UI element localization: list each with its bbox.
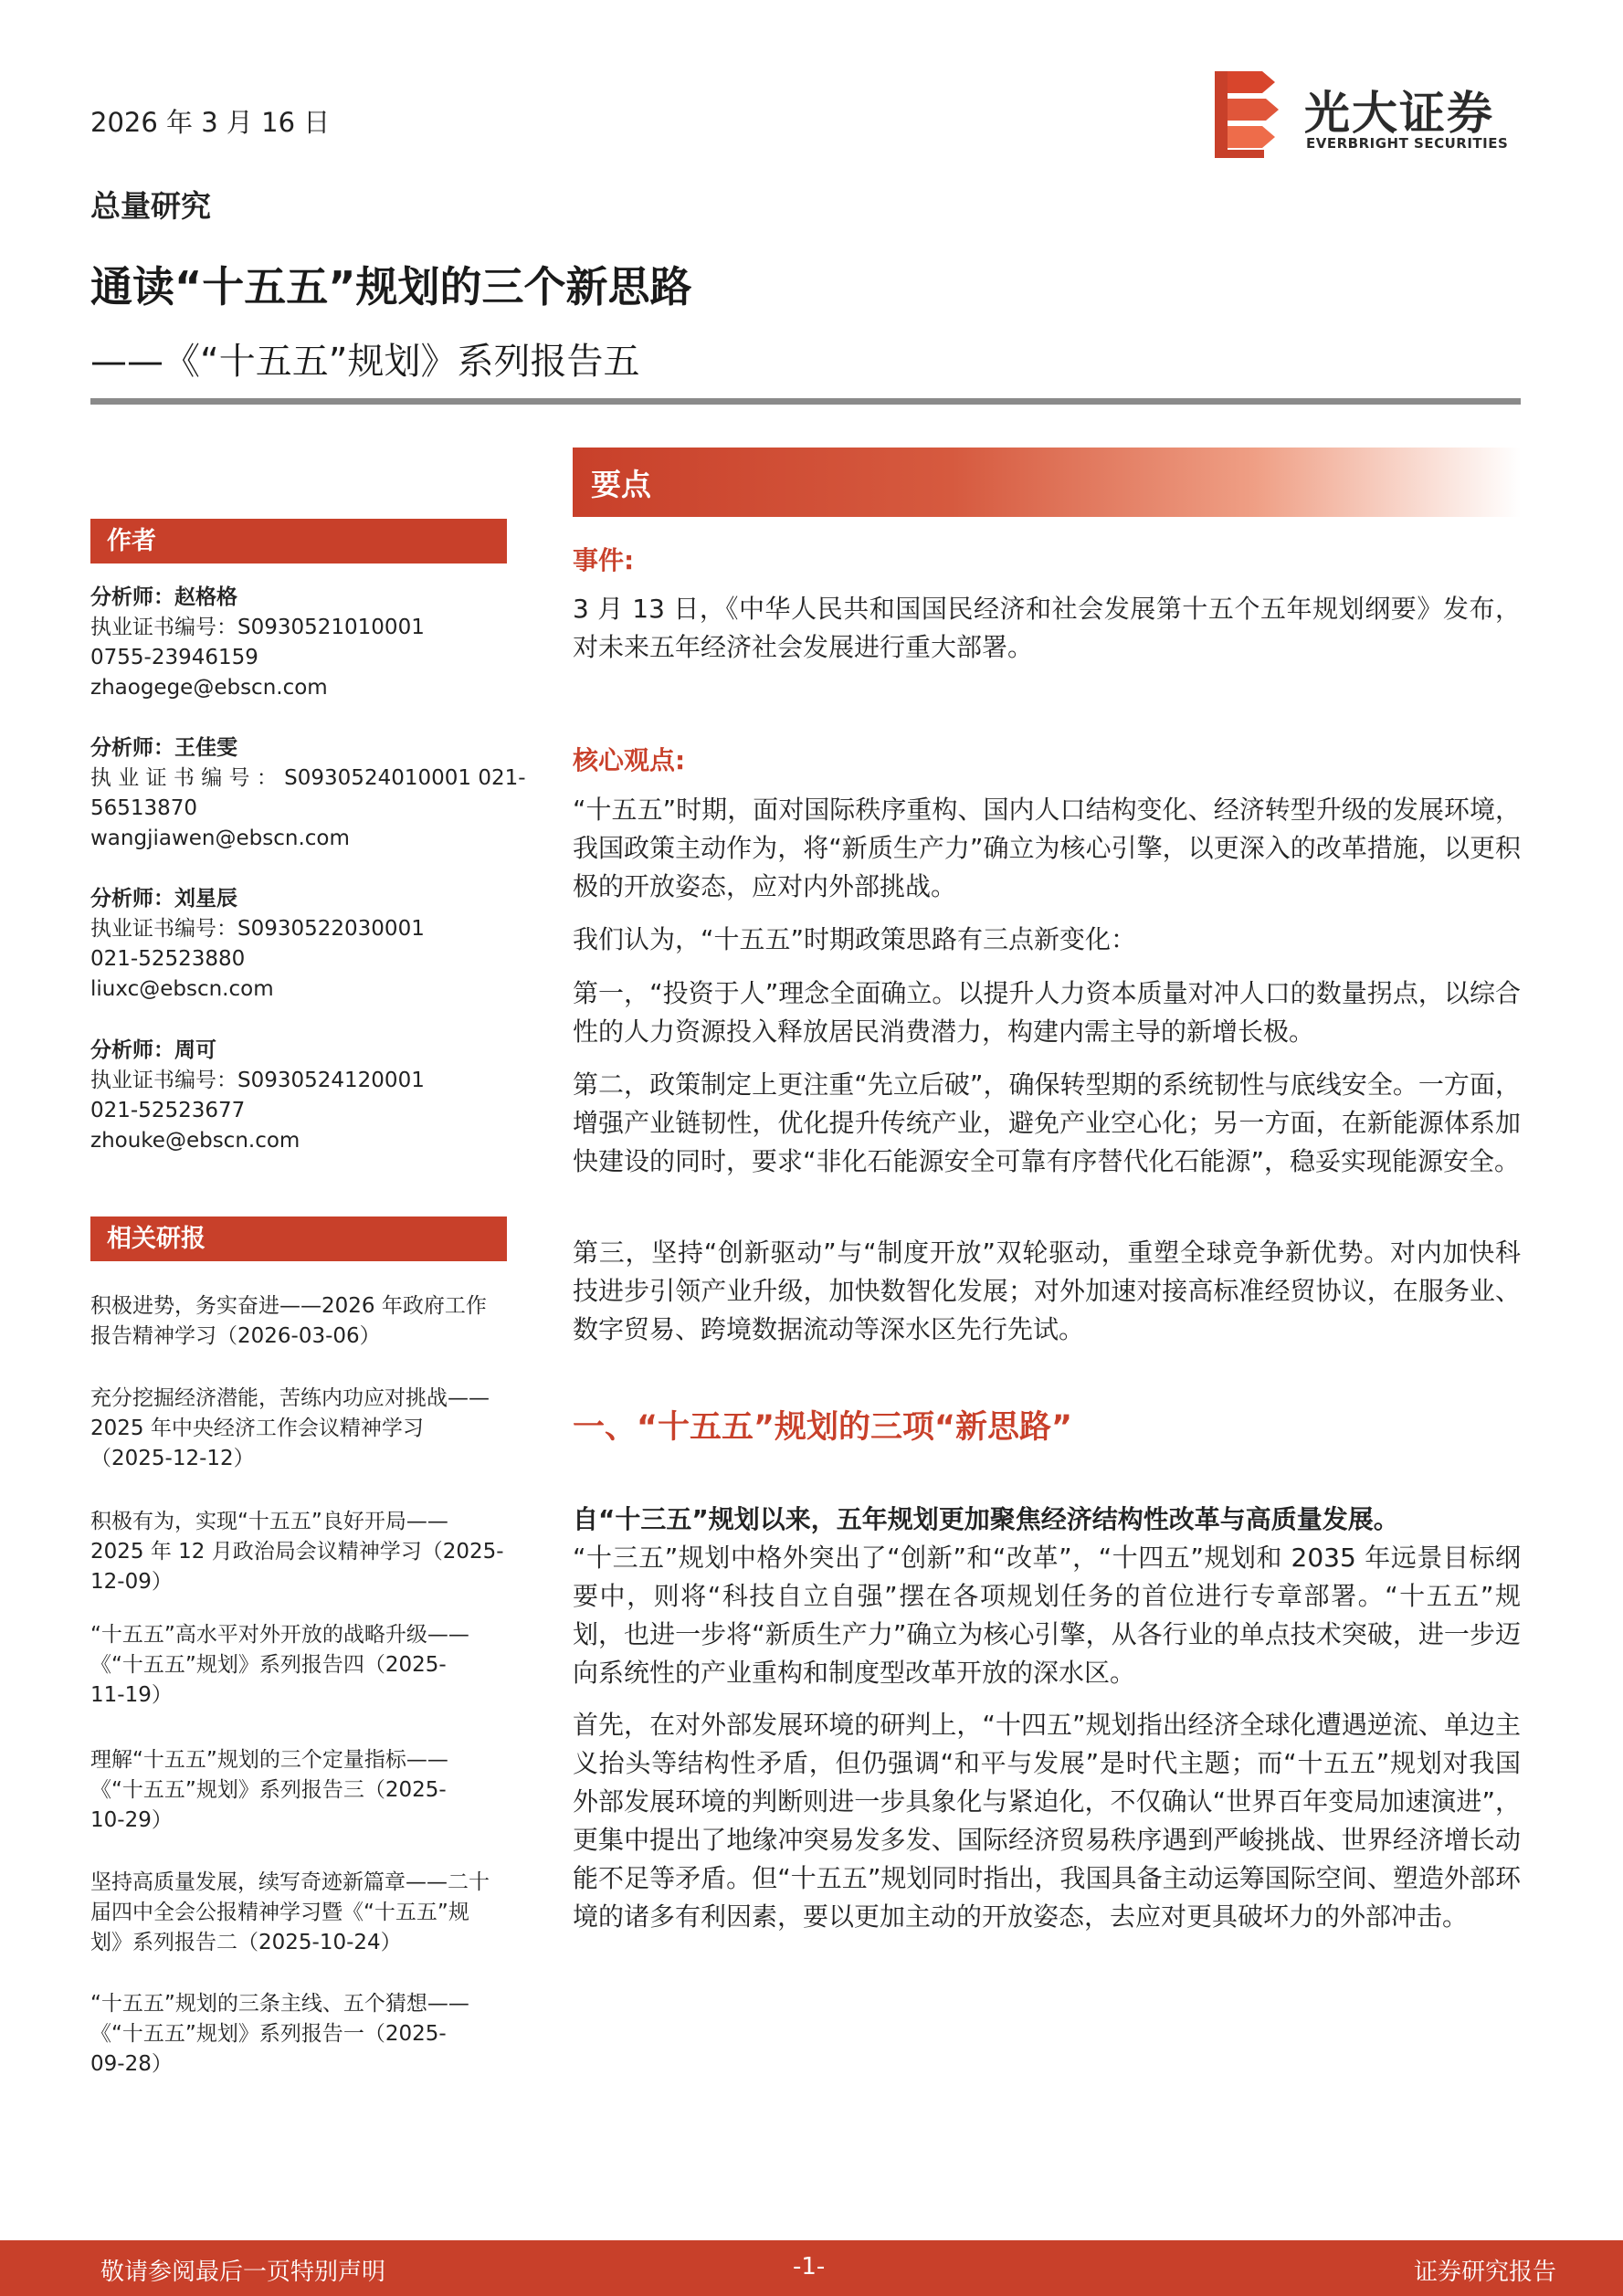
related-report-line: 12-09）: [90, 1570, 173, 1594]
report-date: 2026 年 3 月 16 日: [90, 107, 331, 138]
brand-logo: [1215, 71, 1521, 158]
authors-header: 作者: [90, 519, 507, 563]
analyst-block: [90, 733, 526, 854]
related-report-line: 积极有为，实现“十五五”良好开局——: [90, 1510, 448, 1533]
related-report-link[interactable]: [90, 1620, 511, 1711]
related-research-header: 相关研报: [90, 1216, 507, 1261]
related-report-link[interactable]: [90, 1745, 511, 1836]
section-paragraph: 首先，在对外部发展环境的研判上，“十四五”规划指出经济全球化遭遇逆流、单边主义抬头等结构性矛盾，但仍强调“和平与发展”是时代主题；而“十五五”规划对我国外部发展环境的判断则进一步具象化与紧迫化，不仅确认“世界百年变局加速演进”，更集中提出了地缘冲突易发多发、国际经济贸易秩序遇到严峻挑战、世界经济增长动能不足等矛盾。但“十五五”规划同时指出，我国具备主动运筹国际空间、塑造外部环境的诸多有利因素，要以更加主动的开放姿态，去应对更具破坏力的外部冲击。: [573, 1710, 1521, 1932]
section-paragraph: “十三五”规划中格外突出了“创新”和“改革”，“十四五”规划和 2035 年远景目标纲要中，则将“科技自立自强”摆在各项规划任务的首位进行专章部署。“十五五”规划，也进一步将“新质生产力”确立为核心引擎，从各行业的单点技术突破，进一步迈向系统性的产业重构和制度型改革开放的深水区。: [573, 1543, 1521, 1688]
analyst-cert: 执业证书编号：S0930521010001: [90, 616, 425, 639]
section-heading: 一、“十五五”规划的三项“新思路”: [573, 1409, 1073, 1446]
page-footer: [0, 2240, 1623, 2296]
analyst-phone: 021-52523677: [90, 1099, 246, 1122]
related-report-line: 《“十五五”规划》系列报告一（2025-: [90, 2022, 447, 2046]
event-paragraph: 3 月 13 日，《中华人民共和国国民经济和社会发展第十五个五年规划纲要》发布，对未来五年经济社会发展进行重大部署。: [573, 594, 1521, 662]
related-report-line: 2025 年 12 月政治局会议精神学习（2025-: [90, 1540, 504, 1564]
related-report-line: 理解“十五五”规划的三个定量指标——: [90, 1748, 448, 1772]
core-paragraph: 第三，坚持“创新驱动”与“制度开放”双轮驱动，重塑全球竞争新优势。对内加快科技进步引领产业升级，加快数智化发展；对外加速对接高标准经贸协议，在服务业、数字贸易、跨境数据流动等深水区先行先试。: [573, 1238, 1521, 1344]
analyst-email[interactable]: liuxc@ebscn.com: [90, 977, 274, 1001]
analyst-email[interactable]: zhouke@ebscn.com: [90, 1129, 300, 1153]
summary-banner: [573, 448, 1521, 517]
related-report-line: 划》系列报告二（2025-10-24）: [90, 1931, 402, 1954]
related-report-line: 积极进势，务实奋进——2026 年政府工作: [90, 1294, 487, 1318]
related-report-line: 届四中全会公报精神学习暨《“十五五”规: [90, 1901, 469, 1924]
brand-name-en: EVERBRIGHT SECURITIES: [1306, 135, 1509, 152]
related-report-link[interactable]: [90, 1868, 511, 1958]
related-report-line: 报告精神学习（2026-03-06）: [90, 1324, 381, 1348]
core-paragraph: 我们认为，“十五五”时期政策思路有三点新变化：: [573, 924, 1137, 954]
brand-name-cn: 光大证券: [1304, 87, 1494, 140]
related-report-line: 《“十五五”规划》系列报告四（2025-: [90, 1653, 447, 1677]
analyst-name: 分析师：赵格格: [90, 585, 237, 609]
analyst-email[interactable]: zhaogege@ebscn.com: [90, 676, 328, 700]
related-report-line: 10-29）: [90, 1808, 173, 1832]
core-paragraph: 第一，“投资于人”理念全面确立。以提升人力资本质量对冲人口的数量拐点，以综合性的人力资源投入释放居民消费潜力，构建内需主导的新增长极。: [573, 978, 1521, 1047]
analyst-cert: 执业证书编号：S0930522030001: [90, 917, 425, 941]
analyst-cert: 执业证书编号：S0930524120001: [90, 1069, 425, 1092]
analyst-phone: 021-52523880: [90, 947, 246, 971]
related-report-link[interactable]: [90, 1291, 511, 1352]
report-subtitle: ——《“十五五”规划》系列报告五: [90, 341, 640, 383]
related-report-line: （2025-12-12）: [90, 1447, 255, 1470]
page-number: -1-: [793, 2253, 826, 2280]
analyst-email[interactable]: wangjiawen@ebscn.com: [90, 827, 350, 850]
summary-heading: 要点: [591, 467, 651, 502]
footer-doc-type: 证券研究报告: [1414, 2259, 1557, 2286]
analyst-name: 分析师：周可: [90, 1038, 216, 1062]
analyst-name: 分析师：王佳雯: [90, 736, 237, 760]
section-lead: 自“十三五”规划以来，五年规划更加聚焦经济结构性改革与高质量发展。: [573, 1504, 1399, 1534]
related-report-line: “十五五”高水平对外开放的战略升级——: [90, 1623, 469, 1647]
related-report-line: 充分挖掘经济潜能，苦练内功应对挑战——: [90, 1386, 490, 1410]
related-report-link[interactable]: [90, 1507, 511, 1597]
analyst-name: 分析师：刘星辰: [90, 887, 237, 911]
related-report-link[interactable]: [90, 1989, 511, 2080]
analyst-cert: 执 业 证 书 编 号 ： S0930524010001 021-: [90, 766, 526, 790]
header-divider: [90, 398, 1521, 405]
core-paragraph: 第二，政策制定上更注重“先立后破”，确保转型期的系统韧性与底线安全。一方面，增强产业链韧性，优化提升传统产业，避免产业空心化；另一方面，在新能源体系加快建设的同时，要求“非化石能源安全可靠有序替代化石能源”，稳妥实现能源安全。: [573, 1069, 1521, 1176]
analyst-phone: 56513870: [90, 796, 198, 820]
core-paragraph: “十五五”时期，面对国际秩序重构、国内人口结构变化、经济转型升级的发展环境，我国政策主动作为，将“新质生产力”确立为核心引擎，以更深入的改革措施，以更积极的开放姿态，应对内外部挑战。: [573, 795, 1521, 901]
report-category: 总量研究: [90, 188, 211, 224]
related-report-line: 09-28）: [90, 2052, 173, 2076]
related-report-line: 《“十五五”规划》系列报告三（2025-: [90, 1778, 447, 1802]
analyst-block: [90, 583, 507, 703]
related-report-line: “十五五”规划的三条主线、五个猜想——: [90, 1992, 469, 2016]
everbright-logo-icon: [1215, 71, 1280, 158]
analyst-block: [90, 1036, 507, 1156]
analyst-block: [90, 884, 507, 1005]
report-title: 通读“十五五”规划的三个新思路: [90, 262, 692, 311]
footer-disclaimer: 敬请参阅最后一页特别声明: [100, 2259, 386, 2286]
related-report-line: 11-19）: [90, 1683, 173, 1707]
event-label: 事件:: [573, 545, 635, 575]
related-report-line: 2025 年中央经济工作会议精神学习: [90, 1417, 424, 1440]
core-view-label: 核心观点:: [573, 745, 686, 775]
related-report-line: 坚持高质量发展，续写奇迹新篇章——二十: [90, 1870, 490, 1894]
related-report-link[interactable]: [90, 1384, 511, 1474]
analyst-phone: 0755-23946159: [90, 646, 258, 669]
